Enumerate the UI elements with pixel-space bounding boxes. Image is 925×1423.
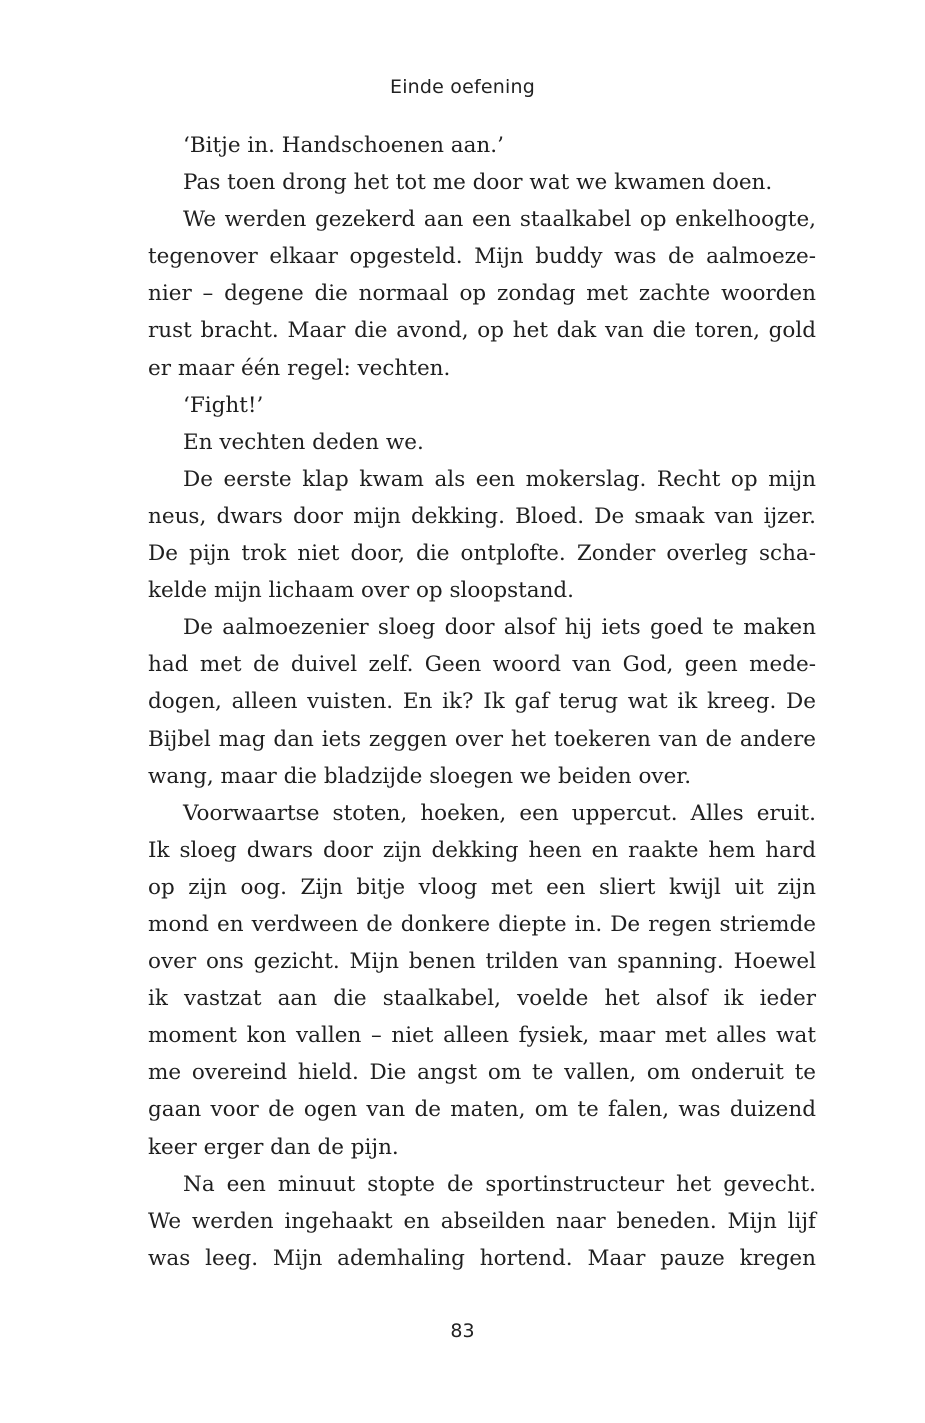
text-line: neus, dwars door mijn dekking. Bloed. De smaak van ijzer. bbox=[148, 503, 816, 529]
page-number: 83 bbox=[450, 1320, 475, 1342]
text-line: ik vastzat aan die staalkabel, voelde het alsof ik ieder bbox=[148, 986, 816, 1012]
text-line: rust bracht. Maar die avond, op het dak van die toren, gold bbox=[148, 318, 816, 344]
text-line: De aalmoezenier sloeg door alsof hij iets goed te maken bbox=[183, 615, 816, 641]
text-line: op zijn oog. Zijn bitje vloog met een sliert kwijl uit zijn bbox=[148, 874, 816, 900]
text-line: kelde mijn lichaam over op sloopstand. bbox=[148, 578, 575, 604]
body-text bbox=[148, 127, 816, 1277]
text-line: Ik sloeg dwars door zijn dekking heen en raakte hem hard bbox=[148, 837, 816, 863]
text-line: Pas toen drong het tot me door wat we kwamen doen. bbox=[183, 170, 773, 196]
text-line: er maar één regel: vechten. bbox=[148, 355, 451, 381]
running-head: Einde oefening bbox=[389, 76, 536, 98]
text-line: Bijbel mag dan iets zeggen over het toekeren van de andere bbox=[148, 726, 816, 752]
text-line: Voorwaartse stoten, hoeken, een uppercut. Alles eruit. bbox=[183, 800, 816, 826]
text-line: me overeind hield. Die angst om te vallen, om onderuit te bbox=[148, 1060, 816, 1086]
text-line: was leeg. Mijn ademhaling hortend. Maar pauze kregen bbox=[148, 1245, 816, 1271]
text-line: dogen, alleen vuisten. En ik? Ik gaf terug wat ik kreeg. De bbox=[148, 689, 816, 715]
text-line: keer erger dan de pijn. bbox=[148, 1134, 399, 1160]
text-line: ‘Fight!’ bbox=[183, 392, 264, 418]
text-line: moment kon vallen – niet alleen fysiek, maar met alles wat bbox=[148, 1023, 816, 1049]
text-line: tegenover elkaar opgesteld. Mijn buddy was de aalmoeze- bbox=[148, 244, 816, 270]
text-line: over ons gezicht. Mijn benen trilden van spanning. Hoewel bbox=[148, 949, 816, 975]
text-line: ‘Bitje in. Handschoenen aan.’ bbox=[183, 133, 504, 158]
text-line: We werden ingehaakt en abseilden naar beneden. Mijn lijf bbox=[148, 1208, 816, 1234]
text-line: had met de duivel zelf. Geen woord van God, geen mede- bbox=[148, 652, 816, 678]
text-line: Na een minuut stopte de sportinstructeur het gevecht. bbox=[183, 1171, 816, 1197]
text-line: wang, maar die bladzijde sloegen we beiden over. bbox=[148, 763, 692, 789]
text-line: De pijn trok niet door, die ontplofte. Zonder overleg scha- bbox=[148, 541, 816, 567]
text-line: gaan voor de ogen van de maten, om te falen, was duizend bbox=[148, 1097, 816, 1123]
text-line: nier – degene die normaal op zondag met zachte woorden bbox=[148, 281, 816, 307]
text-line: De eerste klap kwam als een mokerslag. Recht op mijn bbox=[183, 466, 816, 492]
text-line: mond en verdween de donkere diepte in. De regen striemde bbox=[148, 911, 816, 937]
text-line: We werden gezekerd aan een staalkabel op enkelhoogte, bbox=[183, 207, 816, 233]
text-line: En vechten deden we. bbox=[183, 429, 424, 455]
